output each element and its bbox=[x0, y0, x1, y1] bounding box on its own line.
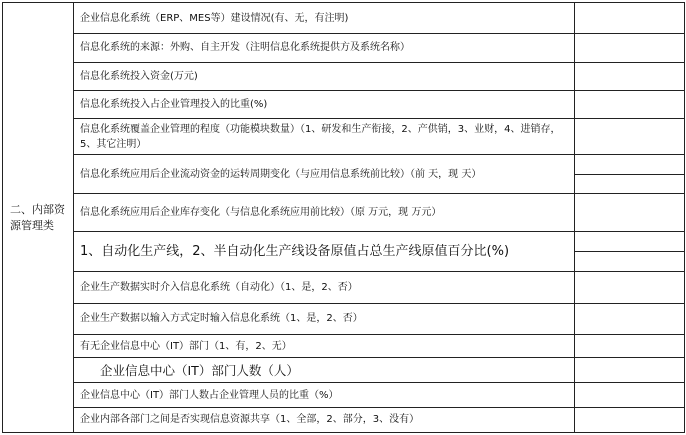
row-label: 有无企业信息中心（IT）部门（1、有，2、无） bbox=[74, 334, 575, 357]
row-label: 企业生产数据实时介入信息化系统（自动化）（1、是，2、否） bbox=[74, 272, 575, 303]
section-title-cell bbox=[3, 3, 74, 433]
answer-cell-after[interactable] bbox=[575, 175, 684, 193]
answer-cell[interactable] bbox=[575, 272, 685, 303]
row-label: 信息化系统的来源：外购、自主开发（注明信息化系统提供方及系统名称） bbox=[74, 34, 575, 62]
row-label: 1、自动化生产线，2、半自动化生产线设备原值占总生产线原值百分比(%) bbox=[74, 232, 575, 272]
answer-cell[interactable] bbox=[575, 303, 685, 334]
answer-cell[interactable] bbox=[575, 90, 685, 118]
answer-cell-split bbox=[575, 155, 685, 193]
resource-management-form bbox=[2, 2, 685, 433]
row-label: 企业信息化系统（ERP、MES等）建设情况(有、无，有注明) bbox=[74, 3, 575, 34]
answer-cell-before[interactable] bbox=[575, 155, 684, 174]
answer-cell[interactable] bbox=[575, 34, 685, 62]
answer-cell[interactable] bbox=[575, 62, 685, 90]
row-label: 信息化系统投入占企业管理投入的比重(%) bbox=[74, 90, 575, 118]
row-label: 企业生产数据以输入方式定时输入信息化系统（1、是，2、否） bbox=[74, 303, 575, 334]
answer-cell-auto[interactable] bbox=[575, 232, 684, 252]
answer-cell[interactable] bbox=[575, 3, 685, 34]
section-title: 二、内部资源管理类 bbox=[10, 202, 65, 232]
answer-cell[interactable] bbox=[575, 383, 685, 407]
answer-cell-semi-auto[interactable] bbox=[575, 252, 684, 271]
answer-cell[interactable] bbox=[575, 193, 685, 231]
row-label: 企业信息中心（IT）部门人数（人） bbox=[74, 358, 575, 383]
answer-cell[interactable] bbox=[575, 334, 685, 357]
row-label: 信息化系统投入资金(万元) bbox=[74, 62, 575, 90]
row-label: 企业信息中心（IT）部门人数占企业管理人员的比重（%） bbox=[74, 383, 575, 407]
row-label: 信息化系统覆盖企业管理的程度（功能模块数量）（1、研发和生产衔接，2、产供销，3、业财，4、进销存，5、其它注明） bbox=[74, 119, 575, 155]
row-label: 企业内部各部门之间是否实现信息资源共享（1、全部，2、部分，3、没有） bbox=[74, 407, 575, 432]
answer-cell[interactable] bbox=[575, 407, 685, 432]
answer-cell[interactable] bbox=[575, 358, 685, 383]
answer-cell[interactable] bbox=[575, 119, 685, 155]
row-label: 信息化系统应用后企业库存变化（与信息化系统应用前比较）（原 万元，现 万元） bbox=[74, 193, 575, 231]
answer-cell-split bbox=[575, 232, 685, 272]
row-label: 信息化系统应用后企业流动资金的运转周期变化（与应用信息系统前比较）（前 天，现 天） bbox=[74, 155, 575, 193]
